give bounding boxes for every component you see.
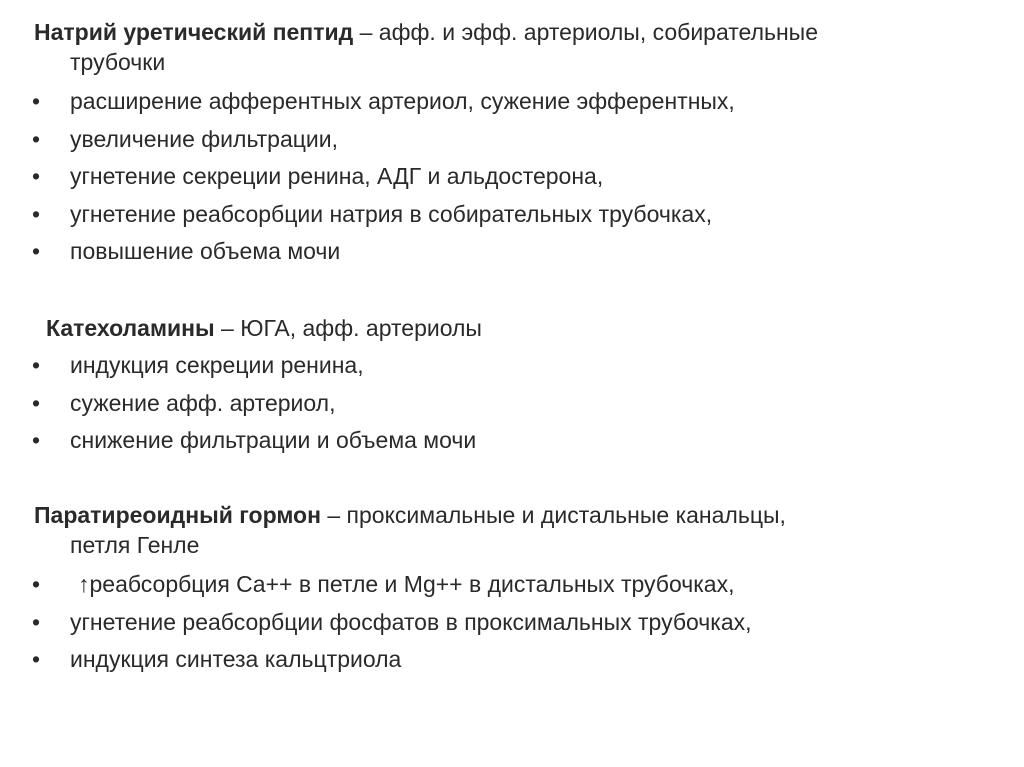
section-parathyroid-hormone xyxy=(0,500,1024,679)
heading-description: – ЮГА, афф. артериолы xyxy=(214,315,482,341)
list-item-text: повышение объема мочи xyxy=(70,238,341,264)
bullet-icon: • xyxy=(32,200,41,227)
heading-continuation: трубочки xyxy=(70,49,166,75)
bullet-icon: • xyxy=(32,608,41,635)
bullet-icon: • xyxy=(32,163,41,189)
bullet-list xyxy=(0,566,1024,679)
list-item xyxy=(0,566,1024,604)
list-item xyxy=(0,83,1024,121)
bullet-icon: • xyxy=(32,352,41,378)
list-item-text: угнетение реабсорбции фосфатов в проксимальных трубочках, xyxy=(70,608,752,635)
list-item-text: увеличение фильтрации, xyxy=(70,125,339,152)
bullet-icon: • xyxy=(32,646,41,672)
list-item-text: снижение фильтрации и объема мочи xyxy=(70,427,477,453)
list-item xyxy=(0,121,1024,159)
list-item-text: сужение афф. артериол, xyxy=(70,389,336,416)
bullet-list xyxy=(0,83,1024,271)
bullet-icon: • xyxy=(32,571,41,597)
arrow-up-icon: ↑ xyxy=(78,571,90,597)
list-item xyxy=(0,385,1024,423)
bullet-icon: • xyxy=(32,389,41,416)
heading-bold-term: Натрий уретический пептид xyxy=(34,19,354,45)
bullet-icon: • xyxy=(32,88,41,114)
list-item-text: индукция синтеза кальцтриола xyxy=(70,646,402,672)
heading-bold-term: Паратиреоидный гормон xyxy=(34,502,321,528)
list-item xyxy=(0,347,1024,385)
list-item-text: реабсорбция Ca++ в петле и Mg++ в дистальных трубочках, xyxy=(89,571,735,597)
list-item xyxy=(0,604,1024,642)
bullet-icon: • xyxy=(32,427,41,453)
section-heading xyxy=(0,17,1024,77)
section-heading xyxy=(0,500,1024,560)
list-item-text: индукция секреции ренина, xyxy=(70,352,364,378)
heading-continuation: петля Генле xyxy=(70,532,200,558)
list-item xyxy=(0,196,1024,234)
list-item xyxy=(0,233,1024,271)
list-item xyxy=(0,641,1024,679)
list-item-text: угнетение реабсорбции натрия в собирательных трубочках, xyxy=(70,200,713,227)
list-item xyxy=(0,158,1024,196)
heading-description: – афф. и эфф. артериолы, собирательные xyxy=(353,19,818,45)
bullet-icon: • xyxy=(32,125,41,152)
heading-description: – проксимальные и дистальные канальцы, xyxy=(320,502,786,528)
list-item-text: расширение афферентных артериол, сужение эфферентных, xyxy=(70,88,735,114)
section-heading xyxy=(0,313,1024,343)
list-item xyxy=(0,422,1024,460)
list-item-text: угнетение секреции ренина, АДГ и альдостерона, xyxy=(70,163,604,189)
section-natriuretic-peptide xyxy=(0,17,1024,271)
section-catecholamines xyxy=(0,313,1024,460)
heading-bold-term: Катехоламины xyxy=(46,315,215,341)
bullet-list xyxy=(0,347,1024,460)
bullet-icon: • xyxy=(32,238,41,264)
